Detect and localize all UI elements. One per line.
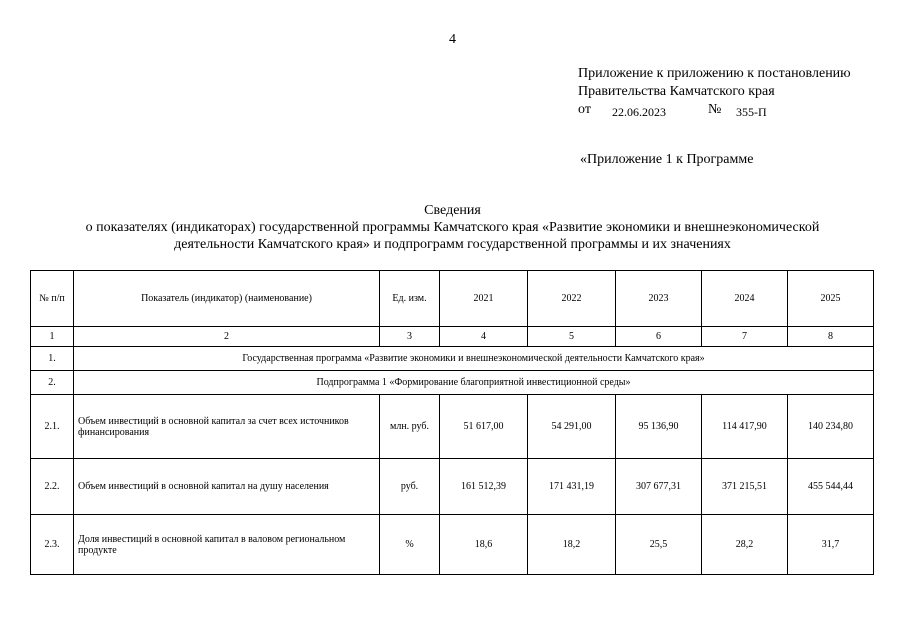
header-cell: Ед. изм. (380, 271, 440, 327)
column-number-cell: 6 (616, 327, 702, 347)
title-line-1: Сведения (424, 203, 481, 218)
appendix-line-1: Приложение к приложению к постановлению (578, 66, 851, 81)
value-cell: 54 291,00 (528, 395, 616, 459)
column-number-cell: 8 (788, 327, 874, 347)
column-number-cell: 4 (440, 327, 528, 347)
title-line-2: о показателях (индикаторах) государственной программы Камчатского края «Развитие экономики и внешнеэкономической (85, 220, 820, 235)
indicator-name: Объем инвестиций в основной капитал на душу населения (74, 459, 380, 515)
value-cell: 28,2 (702, 515, 788, 575)
header-cell: 2021 (440, 271, 528, 327)
value-cell: 171 431,19 (528, 459, 616, 515)
row-number: 2.3. (31, 515, 74, 575)
from-label: от (578, 102, 591, 117)
section-number: 2. (31, 371, 74, 395)
value-cell: 95 136,90 (616, 395, 702, 459)
unit-cell: руб. (380, 459, 440, 515)
unit-cell: % (380, 515, 440, 575)
section-row-subprogram (31, 371, 874, 395)
header-cell: 2025 (788, 271, 874, 327)
column-number-cell: 5 (528, 327, 616, 347)
value-cell: 114 417,90 (702, 395, 788, 459)
header-cell: Показатель (индикатор) (наименование) (74, 271, 380, 327)
section-title: Государственная программа «Развитие экономики и внешнеэкономической деятельности Камчатского края» (74, 347, 874, 371)
value-cell: 51 617,00 (440, 395, 528, 459)
indicators-table (30, 270, 874, 575)
indicator-name: Доля инвестиций в основной капитал в валовом региональном продукте (74, 515, 380, 575)
header-cell: 2022 (528, 271, 616, 327)
header-cell: № п/п (31, 271, 74, 327)
value-cell: 18,2 (528, 515, 616, 575)
page-number: 4 (449, 32, 456, 47)
indicator-name: Объем инвестиций в основной капитал за счет всех источников финансирования (74, 395, 380, 459)
column-number-cell: 7 (702, 327, 788, 347)
header-cell: 2023 (616, 271, 702, 327)
title-line-3: деятельности Камчатского края» и подпрограмм государственной программы и их значениях (174, 237, 731, 252)
section-number: 1. (31, 347, 74, 371)
number-label: № (708, 102, 722, 117)
column-number-cell: 3 (380, 327, 440, 347)
section-title: Подпрограмма 1 «Формирование благоприятной инвестиционной среды» (74, 371, 874, 395)
appendix-line-2: Правительства Камчатского края (578, 84, 775, 99)
value-cell: 18,6 (440, 515, 528, 575)
program-appendix-label: «Приложение 1 к Программе (580, 152, 754, 167)
row-number: 2.1. (31, 395, 74, 459)
document-number: 355-П (736, 105, 767, 119)
table-header-row (31, 271, 874, 327)
column-number-cell: 2 (74, 327, 380, 347)
section-row-program (31, 347, 874, 371)
unit-cell: млн. руб. (380, 395, 440, 459)
table-row (31, 459, 874, 515)
row-number: 2.2. (31, 459, 74, 515)
column-number-cell: 1 (31, 327, 74, 347)
value-cell: 31,7 (788, 515, 874, 575)
value-cell: 307 677,31 (616, 459, 702, 515)
document-title (0, 202, 905, 253)
value-cell: 455 544,44 (788, 459, 874, 515)
table-row (31, 515, 874, 575)
value-cell: 140 234,80 (788, 395, 874, 459)
header-cell: 2024 (702, 271, 788, 327)
table-row (31, 395, 874, 459)
value-cell: 161 512,39 (440, 459, 528, 515)
document-date: 22.06.2023 (612, 105, 666, 119)
column-number-row (31, 327, 874, 347)
value-cell: 25,5 (616, 515, 702, 575)
value-cell: 371 215,51 (702, 459, 788, 515)
appendix-date-row (578, 101, 851, 121)
appendix-header (578, 65, 851, 121)
